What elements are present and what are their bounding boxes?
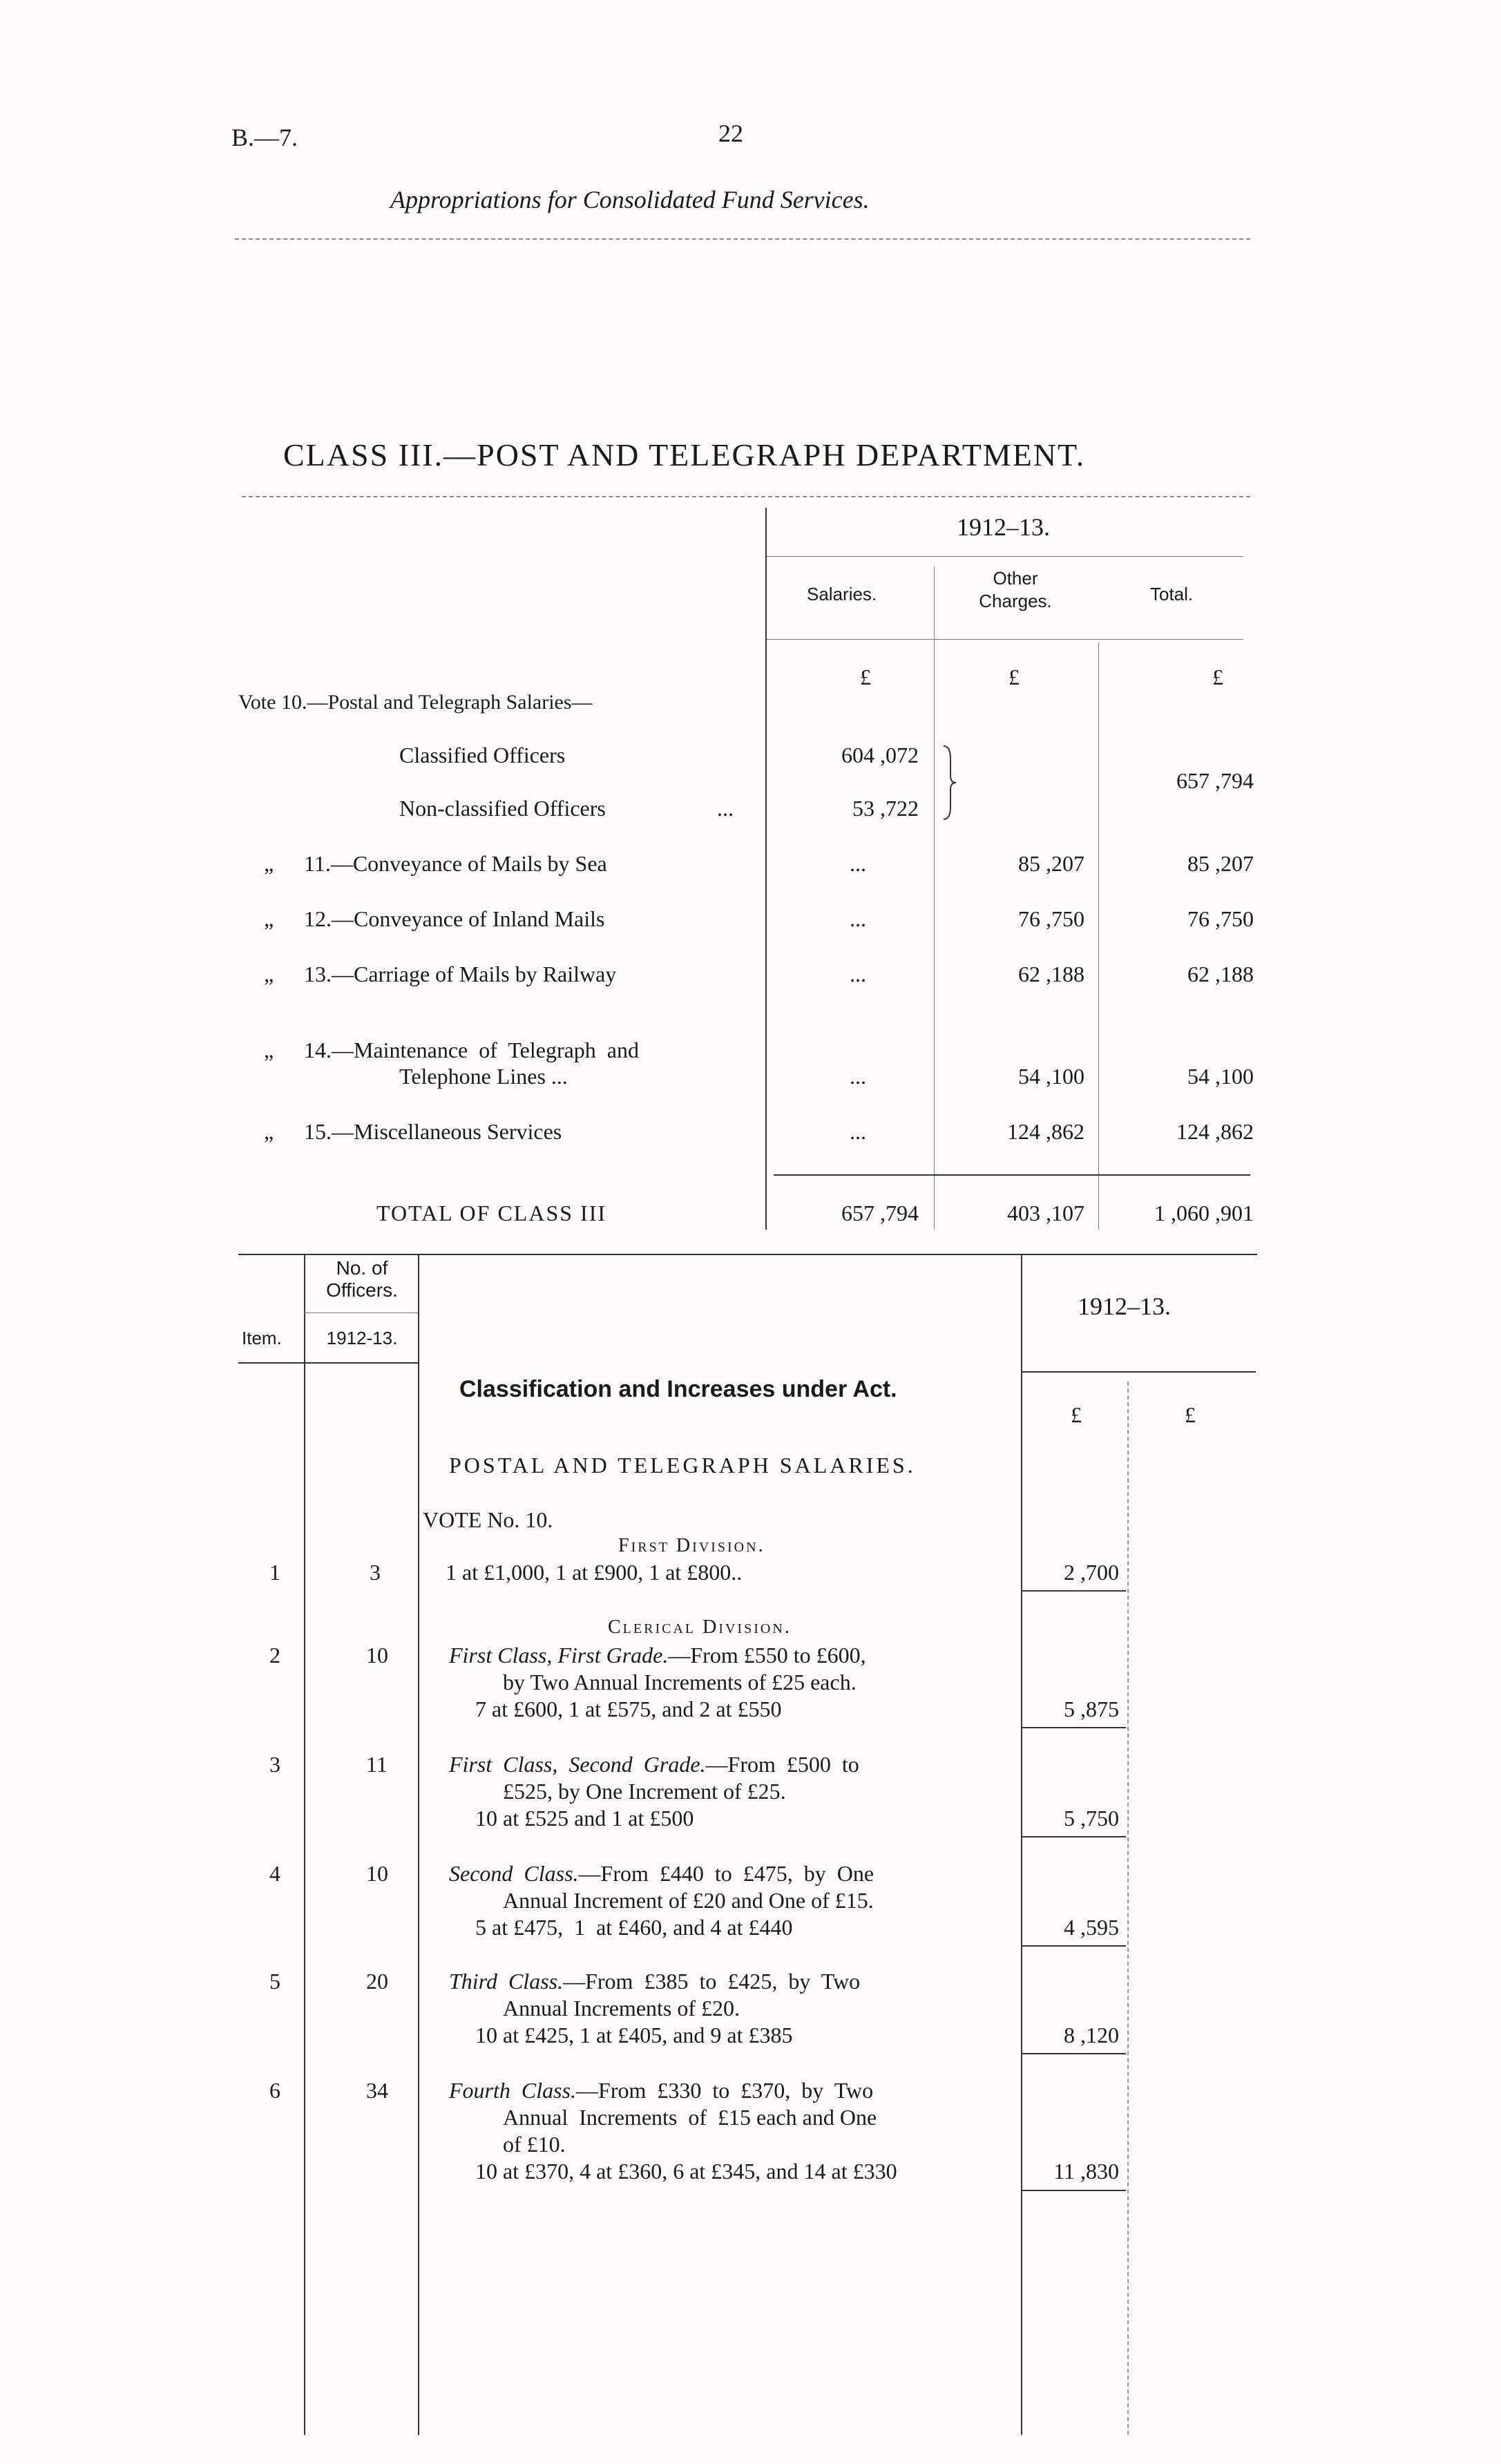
ditto-mark: „ <box>264 962 274 986</box>
item-amount: 8 ,120 <box>1064 2023 1119 2047</box>
total-salaries: 657 ,794 <box>841 1201 919 1225</box>
item-number: 3 <box>269 1752 280 1777</box>
item-line: Annual Increments of £15 each and One <box>503 2105 877 2130</box>
item-line: of £10. <box>503 2132 566 2157</box>
item-amount: 4 ,595 <box>1064 1915 1119 1940</box>
item-title: First Class, Second Grade. <box>449 1752 706 1777</box>
vote-label: VOTE No. 10. <box>423 1507 553 1532</box>
item-amount: 2 ,700 <box>1064 1560 1119 1585</box>
item-description <box>449 1752 859 1777</box>
running-title: Appropriations for Consolidated Fund Services. <box>390 186 870 213</box>
col-officers-heading-2: Officers. <box>326 1279 398 1301</box>
item-amount-rule <box>1022 2190 1126 2191</box>
item-title: Second Class. <box>449 1861 579 1886</box>
item-description <box>449 1861 874 1887</box>
row-salaries: ... <box>850 1119 866 1144</box>
nonclassified-label: Non-classified Officers <box>399 796 606 821</box>
item-line: 10 at £425, 1 at £405, and 9 at £385 <box>475 2023 793 2047</box>
row-label-line-1: 14.—Maintenance of Telegraph and <box>304 1038 639 1062</box>
item-amount-rule <box>1022 2053 1126 2054</box>
row-total: 76 ,750 <box>1187 906 1254 931</box>
ditto-mark: „ <box>264 1119 274 1144</box>
item-line: Annual Increments of £20. <box>503 1996 740 2021</box>
officers-count: 3 <box>370 1560 381 1585</box>
ditto-mark: „ <box>264 1038 274 1062</box>
detail-col-rule-officers <box>418 1254 419 2435</box>
item-description <box>449 2078 873 2103</box>
item-line: 7 at £600, 1 at £575, and 2 at £550 <box>475 1697 782 1721</box>
item-line: 5 at £475, 1 at £460, and 4 at £440 <box>475 1915 793 1940</box>
item-heading-rule <box>238 1362 418 1364</box>
col-other-heading-1: Other <box>993 568 1038 589</box>
brace-icon <box>941 745 957 821</box>
summary-year-rule <box>767 556 1243 557</box>
item-line: £525, by One Increment of £25. <box>503 1779 786 1804</box>
currency-other: £ <box>1008 665 1020 689</box>
item-amount-rule <box>1022 1836 1126 1837</box>
item-title: Third Class. <box>449 1969 564 1994</box>
officers-count: 34 <box>366 2078 388 2103</box>
page-number: 22 <box>718 120 743 147</box>
item-amount-rule <box>1022 1590 1126 1592</box>
detail-col-rule-total <box>1127 1382 1129 2435</box>
item-number: 4 <box>269 1861 280 1886</box>
detail-top-rule <box>238 1254 1257 1255</box>
item-number: 2 <box>269 1643 280 1668</box>
item-title: Fourth Class. <box>449 2078 577 2103</box>
currency-salaries: £ <box>860 665 871 689</box>
row-other: 85 ,207 <box>1018 851 1084 876</box>
col-heading: Classification and Increases under Act. <box>459 1376 897 1402</box>
row-total: 85 ,207 <box>1187 851 1254 876</box>
row-total: 124 ,862 <box>1176 1119 1254 1144</box>
item-line: 10 at £370, 4 at £360, 6 at £345, and 14 at £330 <box>475 2159 897 2184</box>
nonclassified-salaries: 53 ,722 <box>852 796 919 821</box>
item-amount: 5 ,750 <box>1064 1806 1119 1831</box>
item-description <box>449 1969 860 1994</box>
col-item-heading: Item. <box>242 1328 282 1348</box>
col-officers-year: 1912-13. <box>326 1328 398 1348</box>
row-salaries: ... <box>850 962 866 986</box>
item-number: 5 <box>269 1969 280 1994</box>
col-total-heading: Total. <box>1150 584 1194 604</box>
vote10-label: Vote 10.—Postal and Telegraph Salaries— <box>238 691 593 714</box>
col-other-heading-2: Charges. <box>979 591 1052 611</box>
total-other: 403 ,107 <box>1007 1201 1084 1225</box>
item-line: —From £440 to £475, by One <box>578 1861 874 1886</box>
row-salaries: ... <box>850 851 866 876</box>
row-label: 13.—Carriage of Mails by Railway <box>304 962 617 986</box>
item-number: 6 <box>269 2078 280 2103</box>
col-officers-heading-1: No. of <box>336 1257 388 1279</box>
division-clerical: Clerical Division. <box>608 1616 792 1638</box>
item-amount: 11 ,830 <box>1053 2159 1119 2184</box>
officers-count: 10 <box>366 1861 388 1886</box>
summary-col-rule-3 <box>1098 642 1099 1230</box>
row-total: 62 ,188 <box>1187 962 1254 986</box>
row-other: 124 ,862 <box>1007 1119 1084 1144</box>
item-line: 10 at £525 and 1 at £500 <box>475 1806 694 1831</box>
item-title: First Class, First Grade. <box>449 1643 669 1668</box>
item-line: —From £385 to £425, by Two <box>563 1969 861 1994</box>
item-line: Annual Increment of £20 and One of £15. <box>503 1888 874 1913</box>
ditto-mark: „ <box>264 906 274 931</box>
item-number: 1 <box>269 1560 280 1585</box>
total-total: 1 ,060 ,901 <box>1154 1201 1254 1225</box>
class-title: CLASS III.—POST AND TELEGRAPH DEPARTMENT. <box>283 437 1086 472</box>
class-title-rule <box>242 496 1250 497</box>
col-salaries-heading: Salaries. <box>807 584 877 604</box>
summary-col-rule-2 <box>934 566 935 1230</box>
item-amount-rule <box>1022 1945 1126 1947</box>
item-line: —From £550 to £600, <box>668 1643 866 1668</box>
row-total: 54 ,100 <box>1187 1064 1254 1089</box>
officers-count: 10 <box>366 1643 388 1668</box>
row-label: 11.—Conveyance of Mails by Sea <box>304 851 607 876</box>
item-line: —From £500 to <box>705 1752 859 1777</box>
division-first: First Division. <box>618 1535 765 1556</box>
item-description <box>449 1643 866 1668</box>
detail-year-heading: 1912–13. <box>1078 1292 1171 1320</box>
detail-currency-2: £ <box>1185 1402 1196 1427</box>
item-line: by Two Annual Increments of £25 each. <box>503 1670 857 1694</box>
row-other: 62 ,188 <box>1018 962 1084 986</box>
nonclassified-leader-dots: ... <box>717 796 734 821</box>
detail-col-rule-item <box>304 1254 305 2435</box>
row-label: 15.—Miscellaneous Services <box>304 1119 562 1144</box>
detail-currency-1: £ <box>1071 1402 1082 1427</box>
section-title: POSTAL AND TELEGRAPH SALARIES. <box>449 1453 916 1478</box>
classified-salaries: 604 ,072 <box>841 743 919 767</box>
officers-count: 20 <box>366 1969 388 1994</box>
header-rule <box>235 238 1250 240</box>
vote10-total: 657 ,794 <box>1176 768 1254 793</box>
currency-total: £ <box>1212 665 1223 689</box>
item-line: —From £330 to £370, by Two <box>576 2078 874 2103</box>
row-salaries: ... <box>850 906 866 931</box>
item-amount: 5 ,875 <box>1064 1697 1119 1721</box>
item-line: 1 at £1,000, 1 at £900, 1 at £800.. <box>446 1560 743 1585</box>
officers-heading-rule <box>304 1312 418 1313</box>
detail-year-rule <box>1021 1371 1256 1373</box>
row-label: 12.—Conveyance of Inland Mails <box>304 906 605 931</box>
row-other: 54 ,100 <box>1018 1064 1084 1089</box>
officers-count: 11 <box>366 1752 388 1777</box>
summary-year-heading: 1912–13. <box>957 513 1050 541</box>
classified-label: Classified Officers <box>399 743 566 767</box>
total-rule <box>774 1174 1250 1176</box>
detail-col-rule-amount <box>1021 1254 1022 2435</box>
summary-heading-rule <box>767 639 1243 640</box>
row-other: 76 ,750 <box>1018 906 1084 931</box>
total-label: TOTAL OF CLASS III <box>376 1201 606 1225</box>
summary-col-rule-1 <box>765 508 767 1230</box>
row-label-line-2: Telephone Lines ... <box>399 1064 568 1089</box>
item-amount-rule <box>1022 1727 1126 1728</box>
ditto-mark: „ <box>264 851 274 876</box>
document-reference: B.—7. <box>231 124 298 151</box>
row-salaries: ... <box>850 1064 866 1089</box>
